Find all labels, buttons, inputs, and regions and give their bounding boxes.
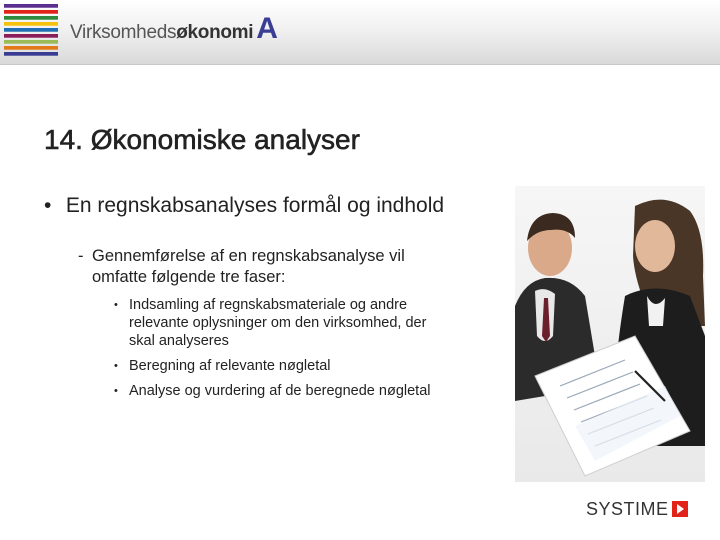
brand-logo (70, 14, 278, 50)
list-item (114, 296, 454, 350)
stripe (4, 4, 58, 8)
bullet-level-2 (78, 246, 458, 288)
bullet-level-1-text: En regnskabsanalyses formål og indhold (65, 194, 445, 217)
header-bar (0, 0, 720, 65)
brand-main: økonomi (176, 22, 254, 43)
bullet-dot-icon: • (114, 385, 118, 397)
stripe (4, 52, 58, 56)
list-item-text: Indsamling af regnskabsmateriale og andre relevante oplysninger om den virksomhed, der skal analyseres (129, 297, 427, 349)
systime-logo (586, 498, 688, 520)
stripe (4, 28, 58, 32)
bullet-dot-icon: • (114, 360, 118, 372)
bullet-dot-icon: • (44, 194, 52, 217)
play-arrow-icon (672, 501, 688, 517)
bullet-dash-icon: - (78, 247, 84, 265)
logo-text: SYSTIME (586, 498, 669, 519)
list-item (114, 382, 454, 400)
stripe (4, 46, 58, 50)
color-stripes-logo (4, 4, 58, 58)
list-item-text: Analyse og vurdering af de beregnede nøgletal (129, 383, 431, 399)
slide-title: 14. Økonomiske analyser (44, 124, 360, 155)
bullet-level-3-list (114, 296, 454, 407)
business-meeting-photo (515, 186, 705, 482)
stripe (4, 10, 58, 14)
bullet-dot-icon: • (114, 299, 118, 311)
bullet-level-2-text: Gennemførelse af en regnskabsanalyse vil omfatte følgende tre faser: (92, 247, 405, 286)
brand-letter: A (256, 12, 278, 45)
bullet-level-1 (44, 194, 524, 218)
stripe (4, 16, 58, 20)
list-item (114, 357, 454, 375)
brand-prefix: Virksomheds (70, 22, 177, 43)
stripe (4, 40, 58, 44)
stripe (4, 34, 58, 38)
stripe (4, 22, 58, 26)
list-item-text: Beregning af relevante nøgletal (129, 358, 331, 374)
